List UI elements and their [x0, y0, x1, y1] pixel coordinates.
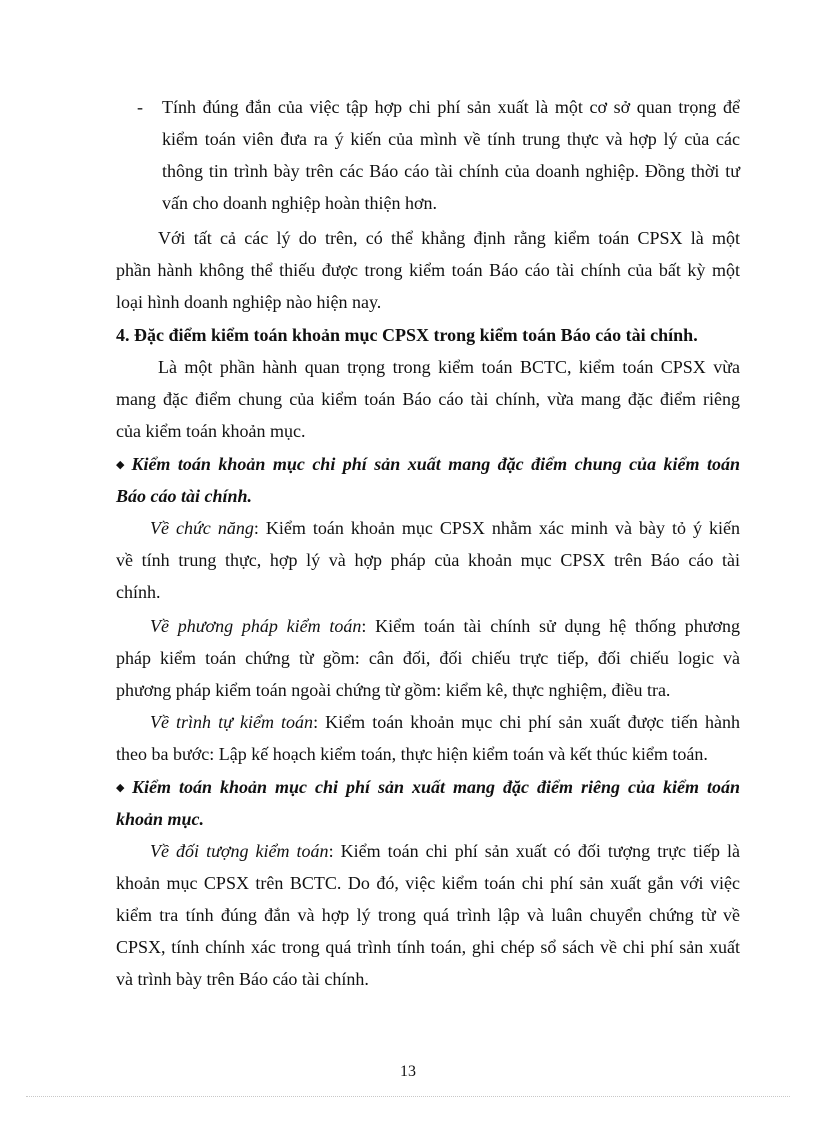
- subheading-specific-text: Kiểm toán khoản mục chi phí sản xuất mang đặc điểm riêng của kiểm toán: [131, 777, 740, 797]
- diamond-bullet-icon: ◆: [116, 782, 128, 794]
- object-line-3: kiểm tra tính đúng đắn và hợp lý trong quá trình lập và luân chuyển chứng từ về: [116, 905, 740, 925]
- footer-divider: [26, 1096, 790, 1097]
- object-line-2: khoản mục CPSX trên BCTC. Do đó, việc kiểm toán chi phí sản xuất gắn với việc: [116, 873, 740, 893]
- subheading-common-line-2: Báo cáo tài chính.: [116, 486, 253, 506]
- para3-line-2: mang đặc điểm chung của kiểm toán Báo cáo tài chính, vừa mang đặc điểm riêng: [116, 389, 740, 409]
- para1-line-3: thông tin trình bày trên các Báo cáo tài chính của doanh nghiệp. Đồng thời tư: [162, 161, 740, 181]
- order-label: Về trình tự kiểm toán: [150, 712, 314, 732]
- object-line-5: và trình bày trên Báo cáo tài chính.: [116, 969, 369, 989]
- page-number: 13: [400, 1063, 416, 1080]
- object-text: : Kiểm toán chi phí sản xuất có đối tượng trực tiếp là: [328, 841, 740, 861]
- func-line-2: về tính trung thực, hợp lý và hợp pháp của khoản mục CPSX trên Báo cáo tài: [116, 550, 740, 570]
- para2-line-3: loại hình doanh nghiệp nào hiện nay.: [116, 292, 382, 312]
- diamond-bullet-icon: ◆: [116, 459, 128, 471]
- section-heading-4: 4. Đặc điểm kiểm toán khoản mục CPSX trong kiểm toán Báo cáo tài chính.: [116, 325, 698, 345]
- object-label: Về đối tượng kiểm toán: [150, 841, 329, 861]
- method-line-2: pháp kiểm toán chứng từ gồm: cân đối, đối chiếu trực tiếp, đối chiếu logic và: [116, 648, 740, 668]
- subheading-common-line-1: [116, 453, 740, 476]
- list-dash-marker: -: [137, 97, 143, 117]
- subheading-specific-line-1: [116, 776, 740, 799]
- method-text: : Kiểm toán tài chính sử dụng hệ thống phương: [361, 616, 741, 636]
- method-line-3: phương pháp kiểm toán ngoài chứng từ gồm: kiểm kê, thực nghiệm, điều tra.: [116, 680, 671, 700]
- object-line-4: CPSX, tính chính xác trong quá trình tính toán, ghi chép sổ sách về chi phí sản xuất: [116, 937, 740, 957]
- para1-line-2: kiểm toán viên đưa ra ý kiến của mình về tính trung thực và hợp lý của các: [162, 129, 740, 149]
- method-label: Về phương pháp kiểm toán: [150, 616, 362, 636]
- para2-line-2: phần hành không thể thiếu được trong kiểm toán Báo cáo tài chính của bất kỳ một: [116, 260, 740, 280]
- para1-line-4: vấn cho doanh nghiệp hoàn thiện hơn.: [162, 193, 437, 213]
- subheading-specific-line-2: khoản mục.: [116, 809, 205, 829]
- subheading-common-text: Kiểm toán khoản mục chi phí sản xuất mang đặc điểm chung của kiểm toán: [131, 454, 741, 474]
- para1-line-1: Tính đúng đắn của việc tập hợp chi phí sản xuất là một cơ sở quan trọng để: [162, 97, 740, 117]
- order-text: : Kiểm toán khoản mục chi phí sản xuất được tiến hành: [313, 712, 740, 732]
- func-label: Về chức năng: [150, 518, 254, 538]
- order-line-2: theo ba bước: Lập kế hoạch kiểm toán, thực hiện kiểm toán và kết thúc kiểm toán.: [116, 744, 708, 764]
- para3-line-1: Là một phần hành quan trọng trong kiểm toán BCTC, kiểm toán CPSX vừa: [158, 357, 740, 377]
- order-line-1: [150, 711, 740, 733]
- para2-line-1: Với tất cả các lý do trên, có thể khẳng định rằng kiểm toán CPSX là một: [158, 228, 740, 248]
- method-line-1: [150, 615, 740, 637]
- para3-line-3: của kiểm toán khoản mục.: [116, 421, 306, 441]
- func-line-3: chính.: [116, 582, 161, 602]
- object-line-1: [150, 840, 740, 862]
- func-line-1: [150, 517, 740, 539]
- func-text: : Kiểm toán khoản mục CPSX nhằm xác minh và bày tỏ ý kiến: [253, 518, 740, 538]
